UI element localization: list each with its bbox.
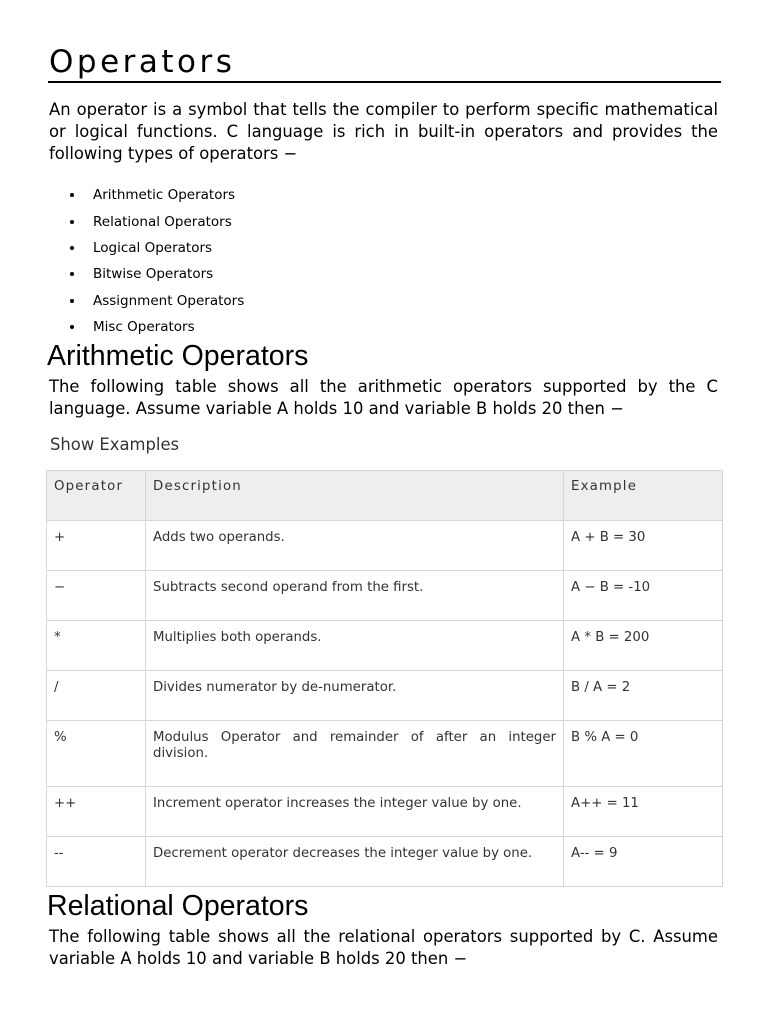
operator-cell: -- xyxy=(47,837,146,887)
header-description: Description xyxy=(146,471,564,521)
operator-cell: / xyxy=(47,671,146,721)
operator-cell: % xyxy=(47,721,146,787)
title-underline xyxy=(48,81,721,83)
operator-cell: ++ xyxy=(47,787,146,837)
page-title: Operators xyxy=(49,44,236,80)
arithmetic-heading: Arithmetic Operators xyxy=(47,340,309,372)
list-item-label: Arithmetic Operators xyxy=(93,187,236,203)
relational-heading: Relational Operators xyxy=(47,890,309,922)
bullet-icon xyxy=(70,246,74,250)
description-cell: Subtracts second operand from the first. xyxy=(146,571,564,621)
table-header-row xyxy=(47,471,723,521)
operator-cell: * xyxy=(47,621,146,671)
bullet-icon xyxy=(70,325,74,329)
bullet-icon xyxy=(70,220,74,224)
table-row xyxy=(47,621,723,671)
example-cell: A * B = 200 xyxy=(564,621,723,671)
arithmetic-operators-table xyxy=(46,470,723,887)
description-cell: Adds two operands. xyxy=(146,521,564,571)
example-cell: A-- = 9 xyxy=(564,837,723,887)
description-cell: Modulus Operator and remainder of after an integer division. xyxy=(146,721,564,787)
header-operator: Operator xyxy=(47,471,146,521)
example-cell: B % A = 0 xyxy=(564,721,723,787)
table-row xyxy=(47,787,723,837)
description-cell: Divides numerator by de-numerator. xyxy=(146,671,564,721)
table-row xyxy=(47,671,723,721)
list-item-label: Bitwise Operators xyxy=(93,266,214,282)
table-row xyxy=(47,571,723,621)
table-row xyxy=(47,837,723,887)
relational-description: The following table shows all the relational operators supported by C. Assume variable A holds 10 and variable B holds 20 then − xyxy=(49,927,718,968)
example-cell: A − B = -10 xyxy=(564,571,723,621)
bullet-icon xyxy=(70,272,74,276)
intro-paragraph: An operator is a symbol that tells the compiler to perform specific mathematical or logical functions. C language is rich in built-in operators and provides the following types of operators − xyxy=(49,100,718,163)
example-cell: A++ = 11 xyxy=(564,787,723,837)
bullet-icon xyxy=(70,299,74,303)
table-row xyxy=(47,521,723,571)
example-cell: B / A = 2 xyxy=(564,671,723,721)
description-cell: Increment operator increases the integer value by one. xyxy=(146,787,564,837)
arithmetic-description: The following table shows all the arithmetic operators supported by the C language. Assume variable A holds 10 and variable B holds 20 then − xyxy=(49,377,718,418)
description-cell: Multiplies both operands. xyxy=(146,621,564,671)
show-examples-link[interactable]: Show Examples xyxy=(50,435,180,454)
bullet-icon xyxy=(70,193,74,197)
header-example: Example xyxy=(564,471,723,521)
list-item-label: Assignment Operators xyxy=(93,293,245,309)
list-item-label: Relational Operators xyxy=(93,214,232,230)
operator-cell: + xyxy=(47,521,146,571)
operator-cell: − xyxy=(47,571,146,621)
example-cell: A + B = 30 xyxy=(564,521,723,571)
table-row xyxy=(47,721,723,787)
list-item-label: Misc Operators xyxy=(93,319,195,335)
description-cell: Decrement operator decreases the integer value by one. xyxy=(146,837,564,887)
list-item-label: Logical Operators xyxy=(93,240,213,256)
